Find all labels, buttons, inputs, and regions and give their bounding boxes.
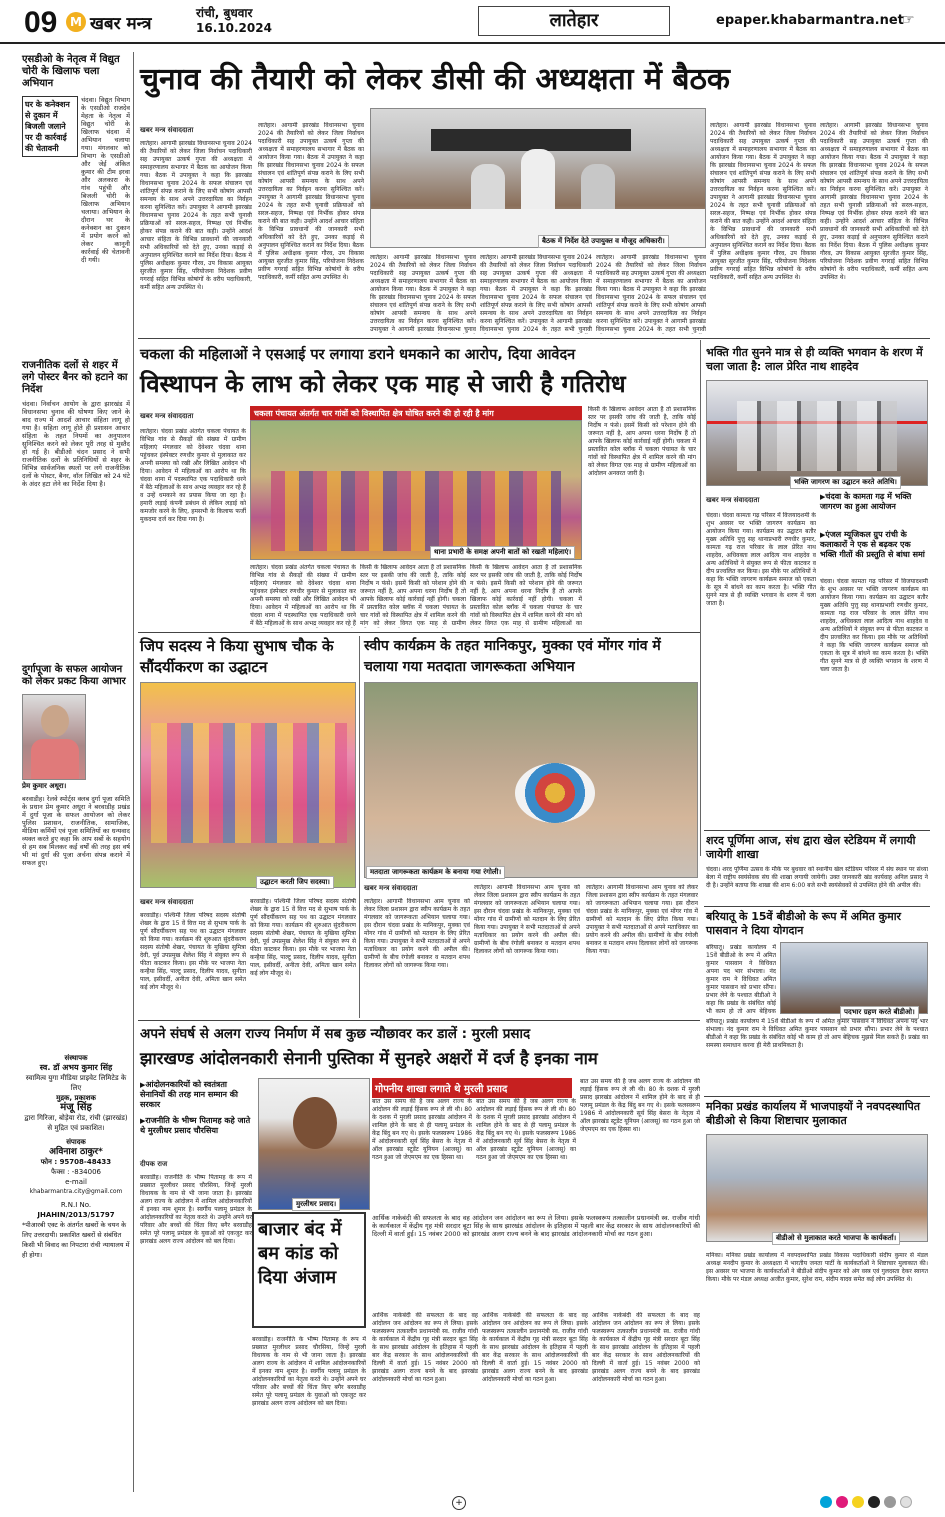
jip-photo bbox=[140, 682, 356, 888]
lead-photo bbox=[370, 108, 706, 248]
story2-byline: खबर मन्त्र संवाददाता bbox=[140, 412, 194, 420]
lead-text-col6: लातेहार। आगामी झारखंड विधानसभा चुनाव 2024 की तैयारियों को लेकर जिला निर्वाचन पदाधिकारी सह उपायुक्त उत्कर्ष गुप्ता की अध्यक्षता में समाहरणालय सभागार में बैठक का आयोजन किया गया। बैठक में उपायुक्त ने कहा कि झारखंड विधानसभा चुनाव 2024 के सफल संचालन एवं शांतिपूर्ण संपन्न कराने के लिए सभी कोषांग आपसी समन्वय के साथ अपने उत्तरदायित्व का निर्वहन करना सुनिश्चित करें। उपायुक्त ने आगामी झारखंड विधानसभा चुनाव 2024 के तहत सभी चुनावी प्रक्रियाओं को सरल-सहज, निष्पक्ष एवं निर्भीक होकर संपन्न कराने की बात कही। उन्होंने आदर्श आचार संहिता के विभिन्न प्रावधानों की जानकारी सभी अधिकारियों को देते हुए, उनका कड़ाई से अनुपालन सुनिश्चित कराने का निर्देश दिया। बैठक में पुलिस अधीक्षक कुमार गौरव, उप विकास आयुक्त सुरजीत कुमार सिंह, परियोजना निदेशक प्रवीण गगराई सहित विभिन्न कोषांगों के वरीय पदाधिकारी, कर्मी सहित अन्य उपस्थित थे। bbox=[710, 122, 816, 281]
story2-photo-caption: थाना प्रभारी के समक्ष अपनी बातों को रखती महिलाएं। bbox=[430, 546, 575, 559]
masthead bbox=[0, 0, 945, 44]
abhaar-text-col2: बरियातू। प्रखंड कार्यालय में 15वें बीडीओ के रूप में अमित कुमार पासवान ने विधिवत अपना पद भार संभाला। नंद कुमार राम ने विधिवत अमित कुमार पासवान को प्रभार सौंपा। प्रभार लेने के पश्चात बीडीओ ने कहा कि प्रखंड के संबंधित कोई भी काम हो तो आप बेहिचक मुझसे मिल सकते हैं। प्रखंड का समस्या समाधान करना ही मेरी प्राथमिकता है। bbox=[706, 1018, 928, 1049]
section-title: लातेहार bbox=[478, 6, 670, 36]
manika-photo bbox=[706, 1134, 928, 1242]
brand-logo-icon: M bbox=[66, 12, 86, 32]
lead-text-col2: लातेहार। आगामी झारखंड विधानसभा चुनाव 2024 की तैयारियों को लेकर जिला निर्वाचन पदाधिकारी सह उपायुक्त उत्कर्ष गुप्ता की अध्यक्षता में समाहरणालय सभागार में बैठक का आयोजन किया गया। बैठक में उपायुक्त ने कहा कि झारखंड विधानसभा चुनाव 2024 के सफल संचालन एवं शांतिपूर्ण संपन्न कराने के लिए सभी कोषांग आपसी समन्वय के साथ अपने उत्तरदायित्व का निर्वहन करना सुनिश्चित करें। उपायुक्त ने आगामी झारखंड विधानसभा चुनाव 2024 के तहत सभी चुनावी प्रक्रियाओं को सरल-सहज, निष्पक्ष एवं निर्भीक होकर संपन्न कराने की बात कही। उन्होंने आदर्श आचार संहिता के विभिन्न प्रावधानों की जानकारी सभी अधिकारियों को देते हुए, उनका कड़ाई से अनुपालन सुनिश्चित कराने का निर्देश दिया। बैठक में पुलिस अधीक्षक कुमार गौरव, उप विकास आयुक्त सुरजीत कुमार सिंह, परियोजना निदेशक प्रवीण गगराई सहित विभिन्न कोषांगों के वरीय पदाधिकारी, कर्मी सहित अन्य उपस्थित थे। bbox=[258, 122, 364, 281]
footer-color-dot bbox=[884, 1496, 896, 1508]
murli-text-col9: आर्थिक नाकेबंदी की सफलता के बाद वह आंदोलन जन आंदोलन का रूप ले लिया। इसके फलस्वरूप तत्कालीन प्रधानमंत्री स्व. राजीव गांधी के कार्यकाल में केंद्रीय गृह मंत्री सरदार बूटा सिंह के साथ झारखंड आंदोलन के इतिहास में पहली बार केंद्र सरकार के साथ आंदोलनकारियों की दिल्ली में वार्ता हुई। 15 नवंबर 2000 को झारखंड अलग राज्य बनने के बाद झारखंड आंदोलनकारी मोर्चा का गठन हुआ। bbox=[592, 1312, 700, 1383]
abhaar-text-col1: बरियातू। प्रखंड कार्यालय में 15वें बीडीओ के रूप में अमित कुमार पासवान ने विधिवत अपना पद भार संभाला। नंद कुमार राम ने विधिवत अमित कुमार पासवान को प्रभार सौंपा। प्रभार लेने के पश्चात बीडीओ ने कहा कि प्रखंड के संबंधित कोई भी काम हो तो आप बेहिचक bbox=[706, 944, 776, 1014]
sidebar-mid-text: चंदवा। निर्वाचन आयोग के द्वारा झारखंड में विधानसभा चुनाव की घोषणा किए जाने के बाद राज्य में आदर्श आचार संहिता लागू हो गया है। सहिता लागू होते ही प्रशासन आचार संहिता के तहत नियमों का अनुपालन सुनिश्चित करने को लेकर पूरी तरह से मुस्तैद हो गई है। बीडीओ चंदन प्रसाद ने सभी राजनीतिक दलों के प्रतिनिधियों से शहर के विभिन्न सार्वजनिक स्थलों पर लगे राजनीतिक दलों के पोस्टर, बैनर, वॉल लिखित को 24 घंटे के अंदर हटा लेने का निर्देश दिया है। bbox=[22, 400, 130, 488]
murli-text-col5: आर्थिक नाकेबंदी की सफलता के बाद वह आंदोलन जन आंदोलन का रूप ले लिया। इसके फलस्वरूप तत्कालीन प्रधानमंत्री स्व. राजीव गांधी के कार्यकाल में केंद्रीय गृह मंत्री सरदार बूटा सिंह के साथ झारखंड आंदोलन के इतिहास में पहली बार केंद्र सरकार के साथ आंदोलनकारियों की दिल्ली में वार्ता हुई। 15 नवंबर 2000 को झारखंड अलग राज्य बनने के बाद झारखंड आंदोलनकारी मोर्चा का गठन हुआ। bbox=[372, 1214, 700, 1238]
footer-center-mark: + bbox=[452, 1496, 466, 1510]
abhaar-photo bbox=[780, 942, 928, 1014]
khel-headline: शरद पूर्णिमा आज, संध द्वारा खेल स्टेडियम में लगायी जायेगी शाखा bbox=[706, 834, 916, 861]
bhakti-bullet-2: ▶ एंजल म्यूजिकल ग्रुप रांची के कलाकारों ने एक से बढ़कर एक भक्ति गीतों की प्रस्तुति से बांधा समां bbox=[820, 530, 928, 560]
murli-text-col3: बात उस समय की है जब अलग राज्य के आंदोलन की लड़ाई हिंसक रूप ले ली थी। 80 के दशक में मुरली प्रसाद झारखंड आंदोलन में शामिल होने के बाद से ही पलामू प्रमंडल के केंद्र बिंदु बन गए थे। इसके फलस्वरूप 1986 में आंदोलनकारी सूर्य सिंह बेसरा के नेतृत्व में ऑल झारखंड स्टूडेंट यूनियन (आजसू) का गठन हुआ जो जेएमएम का एक हिस्सा था। bbox=[476, 1098, 576, 1161]
murli-bullet-2: ▶ राजनीति के भीष्म पितामह कहे जाते थे मुरलीधर प्रसाद चौरसिया bbox=[140, 1116, 252, 1136]
sweep-headline: स्वीप कार्यक्रम के तहत मानिकपुर, मुक्का एवं मोंगर गांव में चलाया गया मतदाता जागरूकता अभियान bbox=[364, 638, 661, 675]
sidebar-top-subhead: घर के कनेक्शन से दुकान में बिजली जलाने पर दी कार्रवाई की चेतावनी bbox=[25, 100, 70, 153]
imprint-phone: फोन : 95708-48433 bbox=[40, 1158, 112, 1166]
manika-headline: मनिका प्रखंड कार्यालय में भाजपाइयों ने नवपदस्थापित बीडीओ से किया शिष्टाचार मुलाकात bbox=[706, 1100, 921, 1127]
sidebar-photo-caption: प्रेम कुमार अधूरा। bbox=[22, 782, 67, 790]
story2-text-col2: लातेहार। चंदवा प्रखंड अंतर्गत चकला पंचायत के विभिन्न गांव से सैकड़ों की संख्या में ग्रामीण महिलाएं मंगलवार को देवेश्वर चंदवा थाना पहुंचकर इंस्पेक्टर रणधीर कुमार से मुलाकात कर अपनी समस्या को रखी और लिखित आवेदन भी दिया। आवेदन में महिलाओं का आरोप था कि चंदवा थाना में पदस्थापित एक पदाधिकारी धरने में बैठे महिलाओं के साथ अभद्र व्यवहार कर रहे हैं bbox=[250, 564, 356, 627]
jip-text-col1: बरवाडीह। पश्चिमी जिला परिषद सदस्य संतोषी शेखर के द्वारा 15 वें वित्त मद से सुभाष पार्क के पूर्ण सौंदर्यीकरण सह पथ का उद्घाटन मंगलवार को किया गया। कार्यक्रम की शुरुआत सुंदरीकरण सदस्य संतोषी शेखर, पंचायत के मुखिया सुमित्रा देवी, पूर्व उपप्रमुख शैलेश सिंह ने संयुक्त रूप से फीता काटकर किया। इस मौके पर भाजपा नेता कन्हैया सिंह, पाल्टू प्रसाद, दिलीप यादव, सुनीता पाल, इसीवर्दी, अनीता देवी, अमिता खान समेत कई लोग मौजूद थे। bbox=[140, 912, 246, 991]
murli-byline: दीपक राज bbox=[140, 1160, 168, 1168]
footer-color-dot bbox=[820, 1496, 832, 1508]
footer-color-dot bbox=[900, 1496, 912, 1508]
lead-photo-caption: बैठक में निर्देश देते उपायुक्त व मौजूद अधिकारी। bbox=[538, 235, 669, 248]
imprint-rni-no: JHAHIN/2013/51797 bbox=[37, 1211, 115, 1219]
sidebar-low-text: बरवाडीह। रेलवे स्पोर्ट्स क्लब दुर्गा पूजा समिति के प्रधान प्रेम कुमार अधूरा ने बरवाडीह प्रखंड में दुर्गा पूजा के सफल आयोजन को लेकर पुलिस प्रशासन, राजनीतिक, सामाजिक, मीडिया कर्मियों एवं पूजा समितियों का धन्यवाद व्यक्त करते हुए कहा कि आप सबों के सहयोग से हम सब मिलकर कई वर्षों की तरह इस वर्ष भी मां दुर्गा की पूजा अर्चना संपन्न कराने में सफल हुए। bbox=[22, 795, 130, 867]
divider bbox=[138, 1020, 700, 1021]
imprint-title: संस्थापक bbox=[64, 1054, 88, 1062]
bhakti-text-col2: चंदवा। चंदवा कामता गढ़ परिसर में विजयादशमी के शुभ अवसर पर भक्ति जागरण कार्यक्रम का आयोजन किया गया। कार्यक्रम का उद्घाटन बतौर मुख्य अतिथि पुत्तु सह थानाप्रभारी रणधीर कुमार, कामता गढ़ राज परिवार के लाल प्रेरित नाथ शाहदेव, अधिवक्ता लाल आदित्य नाथ शाहदेव व अन्य अतिथियों ने संयुक्त रूप से फीता काटकर व दीप प्रज्वलित कर किया। इस मौके पर अतिथियों ने कहा कि भक्ति जागरण कार्यक्रम समाज को एकता के सूत्र में बांधने का काम करता है। भक्ति गीत सुनने मात्र से ही व्यक्ति भगवान के शरण में चला जाता है। bbox=[820, 578, 928, 673]
murli-text-col1: बरवाडीह। राजनीति के भीष्म पितामह के रूप में प्रख्यात मुरलीधर प्रसाद चौरसिया, जिन्हें मुरली विधायक के नाम से भी जाना जाता है। झारखंड अलग राज्य के आंदोलन में शामिल आंदोलनकारियों में इनका नाम शुमार है। स्वर्गीय पलामू प्रमंडल के आंदोलनकारियों का नेतृत्व करते थे। उन्होंने अपने घर परिवार और बच्चों की चिंता किए बगैर बरवाडीह समेत पूरे पलामू प्रमंडल के युवाओं को एकजुट कर झारखंड अलग राज्य आंदोलन को बल दिया। bbox=[140, 1174, 252, 1245]
story2-text-col1: लातेहार। चंदवा प्रखंड अंतर्गत चकला पंचायत के विभिन्न गांव से सैकड़ों की संख्या में ग्रामीण महिलाएं मंगलवार को देवेश्वर चंदवा थाना पहुंचकर इंस्पेक्टर रणधीर कुमार से मुलाकात कर अपनी समस्या को रखी और लिखित आवेदन भी दिया। आवेदन में महिलाओं का आरोप था कि चंदवा थाना में पदस्थापित एक पदाधिकारी धरने में बैठे महिलाओं के साथ अभद्र व्यवहार कर रहे हैं व उन्हें धमकाने का प्रयास किया जा रहा है। हमारी लड़ाई कंपनी प्रबंधन से लेकिन लड़ाई को कमजोर करने के लिए, हमसभी के किलाफ फर्जी मुकदमा दर्ज कर दिया गया है। bbox=[140, 428, 246, 523]
imprint-founder: स्व. डॉ अभय कुमार सिंह bbox=[39, 1063, 113, 1072]
story2-text-col5: किसी के खिलाफ आवेदन आता है तो प्रशासनिक स्तर पर इसकी जांच की जाती है, ताकि कोई निर्दोष न फंसे। इसमें किसी को परेशान होने की जरूरत नहीं है, आप अपना धरना निर्दोष हैं तो आपके खिलाफ कोई कार्रवाई नहीं होगी। चकला में प्रस्तावित कोल ब्लॉक में चकला पंचायत के चार गांवों को विस्थापित क्षेत्र में शामिल करने की मांग को लेकर विगत एक माह से ग्रामीण महिलाओं का आंदोलन अनवरत जारी है। bbox=[588, 406, 696, 477]
sweep-byline: खबर मन्त्र संवाददाता bbox=[364, 884, 418, 892]
footer-color-bar bbox=[820, 1496, 930, 1510]
sidebar-mid-headline: राजनीतिक दलों से शहर में लगे पोस्टर बैनर को हटाने का निर्देश bbox=[22, 360, 128, 395]
bhakti-bullet-1: ▶ चंदवा के कामता गढ़ में भक्ति जागरण का हुआ आयोजन bbox=[820, 492, 928, 512]
sweep-text-col2: लातेहार। आगामी विधानसभा आम चुनाव को लेकर जिला प्रशासन द्वारा स्वीप कार्यक्रम के तहत मंगलवार को जागरूकता अभियान चलाया गया। इस दौरान चंदवा प्रखंड के मानिकपुर, मुक्का एवं मोंगर गांव में ग्रामीणों को मतदान के लिए प्रेरित किया गया। उपायुक्त ने सभी मतदाताओं से अपने मताधिकार का प्रयोग करने की अपील की। ग्रामीणों के बीच रंगोली बनाकर व मतदान शपथ दिलाकर लोगों को जागरूक किया गया। bbox=[474, 884, 580, 955]
jip-divider bbox=[359, 636, 360, 1018]
sidebar-low-headline: दुर्गापूजा के सफल आयोजन को लेकर प्रकट किया आभार bbox=[22, 664, 126, 687]
dateline bbox=[196, 6, 272, 36]
imprint-note: *पीआरबी एक्ट के अंतर्गत खबरों के चयन के लिए उत्तरदायी। प्रकाशित खबरों से संबंधित किसी भी विवाद का निपटारा रांची न्यायालय में ही होगा। bbox=[22, 1221, 130, 1259]
imprint-owner: स्वामित्व युगा मीडिया प्राइवेट लिमिटेड के लिए bbox=[25, 1074, 127, 1092]
story2-headline: विस्थापन के लाभ को लेकर एक माह से जारी है गतिरोध bbox=[140, 370, 626, 398]
footer-color-dot bbox=[836, 1496, 848, 1508]
sidebar-top-subhead-box bbox=[22, 96, 78, 157]
sidebar-divider bbox=[133, 52, 134, 1492]
imprint-email[interactable]: khabarmantra.city@gmail.com bbox=[29, 1188, 123, 1195]
manika-text: मनिका। मनिका प्रखंड कार्यालय में नवपदस्थापित प्रखंड विकास पदाधिकारी संदीप कुमार से मंडल अध्यक्ष मनदीप कुमार के अध्यक्षता में भारतीय जनता पार्टी के कार्यकर्ताओं ने शिष्टाचार मुलाकात की। इस अवसर पर भाजपा के कार्यकर्ताओं ने बीडीओ संदीप कुमार को अंग वस्त्र एवं गुलदस्ता देकर स्वागत किया। मौके पर मंडल अध्यक्ष अजीत कुमार, सुरेश राम, संदीप यादव समेत कई लोग उपस्थित थे। bbox=[706, 1252, 928, 1283]
story2-photo bbox=[250, 420, 582, 560]
divider bbox=[704, 1096, 930, 1097]
sweep-photo bbox=[364, 682, 698, 878]
jip-photo-caption: उद्घाटन करती जिप सदस्या। bbox=[256, 876, 334, 889]
story2-text-col3: किसी के खिलाफ आवेदन आता है तो प्रशासनिक स्तर पर इसकी जांच की जाती है, ताकि कोई निर्दोष न फंसे। इसमें किसी को परेशान होने की जरूरत नहीं है, आप अपना धरना निर्दोष हैं तो आपके खिलाफ कोई कार्रवाई नहीं होगी। चकला में प्रस्तावित कोल ब्लॉक में चकला पंचायत के चार गांवों को विस्थापित क्षेत्र में शामिल करने की मांग को लेकर विगत एक माह से ग्रामीण bbox=[360, 564, 466, 627]
footer-color-dot bbox=[868, 1496, 880, 1508]
sweep-photo-caption: मतदाता जागरूकता कार्यक्रम के बनाया गया रंगोली। bbox=[366, 866, 505, 879]
bhakti-text-col1: चंदवा। चंदवा कामता गढ़ परिसर में विजयादशमी के शुभ अवसर पर भक्ति जागरण कार्यक्रम का आयोजन किया गया। कार्यक्रम का उद्घाटन बतौर मुख्य अतिथि पुत्तु सह थानाप्रभारी रणधीर कुमार, कामता गढ़ राज परिवार के लाल प्रेरित नाथ शाहदेव, अधिवक्ता लाल आदित्य नाथ शाहदेव व अन्य अतिथियों ने संयुक्त रूप से फीता काटकर व दीप प्रज्वलित कर किया। इस मौके पर अतिथियों ने कहा कि भक्ति जागरण कार्यक्रम समाज को एकता के सूत्र में बांधने का काम करता है। भक्ति गीत सुनने मात्र से ही व्यक्ति भगवान के शरण में चला जाता है। bbox=[706, 512, 816, 607]
bhakti-headline: भक्ति गीत सुनने मात्र से ही व्यक्ति भगवान के शरण में चला जाता है: लाल प्रेरित नाथ शाहदेव bbox=[706, 346, 923, 373]
imprint-address: द्वारा गिरिजा, बोड़ेया रोड, रांची (झारखंड) से मुद्रित एवं प्रकाशित। bbox=[24, 1114, 128, 1132]
divider bbox=[138, 338, 930, 339]
imprint-publisher: मंजू सिंह bbox=[60, 1102, 92, 1113]
right-divider bbox=[700, 340, 701, 856]
brand-name: खबर मन्त्र bbox=[90, 14, 152, 34]
murli-bullet-1: ▶ आंदोलनकारियों को स्वतंत्रता सेनानियों की तरह मान सम्मान की सरकार bbox=[140, 1080, 252, 1110]
city-day: रांची, बुधवार bbox=[196, 6, 253, 20]
bazar-headline: बाजार बंद में बम कांड को दिया अंजाम bbox=[258, 1219, 342, 1288]
murli-photo-caption: मुरलीधर प्रसाद। bbox=[292, 1198, 340, 1211]
imprint-role: मुद्रक, प्रकाशक bbox=[56, 1094, 96, 1102]
murli-bullets bbox=[140, 1080, 252, 1136]
imprint-email-label: e-mail bbox=[65, 1178, 87, 1186]
murli-kicker: अपने संघर्ष से अलग राज्य निर्माण में सब कुछ न्यौछावर कर डालें : मुरली प्रसाद bbox=[140, 1026, 531, 1042]
lead-headline: चुनाव की तैयारी को लेकर डीसी की अध्यक्षता में बैठक bbox=[140, 62, 730, 97]
bhakti-byline: खबर मन्त्र संवाददाता bbox=[706, 496, 760, 504]
jip-headline: जिप सदस्य ने किया सुभाष चौक के सौंदर्यीकरण का उद्घाटन bbox=[140, 637, 334, 676]
murli-text-col2: बात उस समय की है जब अलग राज्य के आंदोलन की लड़ाई हिंसक रूप ले ली थी। 80 के दशक में मुरली प्रसाद झारखंड आंदोलन में शामिल होने के बाद से ही पलामू प्रमंडल के केंद्र बिंदु बन गए थे। इसके फलस्वरूप 1986 में आंदोलनकारी सूर्य सिंह बेसरा के नेतृत्व में ऑल झारखंड स्टूडेंट यूनियन (आजसू) का गठन हुआ जो जेएमएम का एक हिस्सा था। bbox=[372, 1098, 472, 1161]
bazar-box bbox=[252, 1212, 366, 1328]
imprint-editor: अविनाश ठाकुर* bbox=[49, 1147, 103, 1157]
story2-kicker: चकला की महिलाओं ने एसआई पर लगाया डराने धमकाने का आरोप, दिया आवेदन bbox=[140, 347, 576, 363]
page-number: 09 bbox=[24, 6, 58, 39]
murli-headline: झारखण्ड आंदोलनकारी सेनानी पुस्तिका में सुनहरे अक्षरों में दर्ज है इनका नाम bbox=[140, 1049, 598, 1068]
bhakti-photo-caption: भक्ति जागरण का उद्घाटन करते अतिथि। bbox=[790, 476, 901, 489]
khel-text: चंदवा। शरद पूर्णिमा उत्सव के मौके पर बुधवार को स्थानीय खेल स्टेडियम परिसर में संघ स्थान पर संध्या बेला में राष्ट्रीय स्वयंसेवक संघ की शाखा लगायी जायेगी। उक्त जानकारी खंड कार्यवाह अनिल प्रसाद ने दी है। उन्होंने बताया कि शाखा की शाम 6:00 बजे सभी स्वयंसेवकों से उपस्थित होने की अपील की। bbox=[706, 866, 928, 889]
bhakti-photo bbox=[706, 380, 928, 486]
sidebar-top-headline: एसडीओ के नेतृत्व में विद्युत चोरी के खिलाफ चला अभियान bbox=[22, 54, 120, 89]
sweep-text-col1: लातेहार। आगामी विधानसभा आम चुनाव को लेकर जिला प्रशासन द्वारा स्वीप कार्यक्रम के तहत मंगलवार को जागरूकता अभियान चलाया गया। इस दौरान चंदवा प्रखंड के मानिकपुर, मुक्का एवं मोंगर गांव में ग्रामीणों को मतदान के लिए प्रेरित किया गया। उपायुक्त ने सभी मतदाताओं से अपने मताधिकार का प्रयोग करने की अपील की। ग्रामीणों के बीच रंगोली बनाकर व मतदान शपथ दिलाकर लोगों को जागरूक किया गया। bbox=[364, 898, 470, 969]
lead-text-col4: लातेहार। आगामी झारखंड विधानसभा चुनाव 2024 की तैयारियों को लेकर जिला निर्वाचन पदाधिकारी सह उपायुक्त उत्कर्ष गुप्ता की अध्यक्षता में समाहरणालय सभागार में बैठक का आयोजन किया गया। बैठक में उपायुक्त ने कहा कि झारखंड विधानसभा चुनाव 2024 के सफल संचालन एवं शांतिपूर्ण संपन्न कराने के लिए सभी कोषांग आपसी समन्वय के साथ अपने उत्तरदायित्व का निर्वहन करना सुनिश्चित करें। उपायुक्त ने आगामी झारखंड विधानसभा चुनाव 2024 के तहत सभी चुनावी bbox=[480, 254, 592, 333]
lead-byline: खबर मन्त्र संवाददाता bbox=[140, 126, 194, 134]
jip-text-col2: बरवाडीह। पश्चिमी जिला परिषद सदस्य संतोषी शेखर के द्वारा 15 वें वित्त मद से सुभाष पार्क के पूर्ण सौंदर्यीकरण सह पथ का उद्घाटन मंगलवार को किया गया। कार्यक्रम की शुरुआत सुंदरीकरण सदस्य संतोषी शेखर, पंचायत के मुखिया सुमित्रा देवी, पूर्व उपप्रमुख शैलेश सिंह ने संयुक्त रूप से फीता काटकर किया। इस मौके पर भाजपा नेता कन्हैया सिंह, पाल्टू प्रसाद, दिलीप यादव, सुनीता पाल, इसीवर्दी, अनीता देवी, अमिता खान समेत कई लोग मौजूद थे। bbox=[250, 898, 356, 977]
divider bbox=[138, 632, 700, 633]
story2-text-col4: किसी के खिलाफ आवेदन आता है तो प्रशासनिक स्तर पर इसकी जांच की जाती है, ताकि कोई निर्दोष न फंसे। इसमें किसी को परेशान होने की जरूरत नहीं है, आप अपना धरना निर्दोष हैं तो आपके खिलाफ कोई कार्रवाई नहीं होगी। चकला में प्रस्तावित कोल ब्लॉक में चकला पंचायत के चार गांवों को विस्थापित क्षेत्र में शामिल करने की मांग को लेकर विगत एक माह से ग्रामीण महिलाओं का bbox=[470, 564, 582, 627]
imprint-editor-title: संपादक bbox=[66, 1138, 86, 1146]
sidebar bbox=[22, 54, 130, 1494]
sweep-text-col3: लातेहार। आगामी विधानसभा आम चुनाव को लेकर जिला प्रशासन द्वारा स्वीप कार्यक्रम के तहत मंगलवार को जागरूकता अभियान चलाया गया। इस दौरान चंदवा प्रखंड के मानिकपुर, मुक्का एवं मोंगर गांव में ग्रामीणों को मतदान के लिए प्रेरित किया गया। उपायुक्त ने सभी मतदाताओं से अपने मताधिकार का प्रयोग करने की अपील की। ग्रामीणों के बीच रंगोली बनाकर व मतदान शपथ दिलाकर लोगों को जागरूक किया गया। bbox=[586, 884, 698, 955]
murli-text-col4: बात उस समय की है जब अलग राज्य के आंदोलन की लड़ाई हिंसक रूप ले ली थी। 80 के दशक में मुरली प्रसाद झारखंड आंदोलन में शामिल होने के बाद से ही पलामू प्रमंडल के केंद्र बिंदु बन गए थे। इसके फलस्वरूप 1986 में आंदोलनकारी सूर्य सिंह बेसरा के नेतृत्व में ऑल झारखंड स्टूडेंट यूनियन (आजसू) का गठन हुआ जो जेएमएम का एक हिस्सा था। bbox=[580, 1078, 700, 1133]
lead-text-col3: लातेहार। आगामी झारखंड विधानसभा चुनाव 2024 की तैयारियों को लेकर जिला निर्वाचन पदाधिकारी सह उपायुक्त उत्कर्ष गुप्ता की अध्यक्षता में समाहरणालय सभागार में बैठक का आयोजन किया गया। बैठक में उपायुक्त ने कहा कि झारखंड विधानसभा चुनाव 2024 के सफल संचालन एवं शांतिपूर्ण संपन्न कराने के लिए सभी कोषांग आपसी समन्वय के साथ अपने उत्तरदायित्व का निर्वहन करना सुनिश्चित करें। उपायुक्त ने आगामी झारखंड विधानसभा चुनाव bbox=[370, 254, 476, 333]
pointer-icon: ☞ bbox=[902, 12, 915, 28]
murli-text-col7: आर्थिक नाकेबंदी की सफलता के बाद वह आंदोलन जन आंदोलन का रूप ले लिया। इसके फलस्वरूप तत्कालीन प्रधानमंत्री स्व. राजीव गांधी के कार्यकाल में केंद्रीय गृह मंत्री सरदार बूटा सिंह के साथ झारखंड आंदोलन के इतिहास में पहली बार केंद्र सरकार के साथ आंदोलनकारियों की दिल्ली में वार्ता हुई। 15 नवंबर 2000 को झारखंड अलग राज्य बनने के बाद झारखंड आंदोलनकारी मोर्चा का गठन हुआ। bbox=[372, 1312, 478, 1383]
lead-text-col5: लातेहार। आगामी झारखंड विधानसभा चुनाव 2024 की तैयारियों को लेकर जिला निर्वाचन पदाधिकारी सह उपायुक्त उत्कर्ष गुप्ता की अध्यक्षता में समाहरणालय सभागार में बैठक का आयोजन किया गया। बैठक में उपायुक्त ने कहा कि झारखंड विधानसभा चुनाव 2024 के सफल संचालन एवं शांतिपूर्ण संपन्न कराने के लिए सभी कोषांग आपसी समन्वय के साथ अपने उत्तरदायित्व का निर्वहन करना सुनिश्चित करें। उपायुक्त ने आगामी झारखंड विधानसभा चुनाव 2024 के तहत सभी चुनावी bbox=[596, 254, 706, 333]
murli-photo bbox=[258, 1078, 370, 1210]
murli-subhead: गोपनीय शाखा लगाते थे मुरली प्रसाद bbox=[372, 1078, 572, 1098]
sidebar-photo bbox=[22, 694, 86, 780]
imprint-rni: R.N.I No. bbox=[60, 1201, 92, 1209]
manika-photo-caption: बीडीओ से मुलाकात करते भाजपा के कार्यकर्ता। bbox=[772, 1232, 900, 1245]
sidebar-top-text: चंदवा। विद्युत विभाग के एसडीओ राजदेव मेहता के नेतृत्व में विद्युत चोरी के खिलाफ चंदवा में अभियान चलाया गया। मंगलवार को विभाग के एसडीओ और जेई अंकित कुमार की टीम इरवा और अलकारा के गांव पहुंची और बिजली चोरी के खिलाफ अभियान चलाया। अभियान के दौरान घर के कनेक्शन का दुकान में प्रयोग करने को लेकर कानूनी कार्रवाई की चेतावनी दी गयी। bbox=[81, 96, 130, 264]
murli-text-col6: बरवाडीह। राजनीति के भीष्म पितामह के रूप में प्रख्यात मुरलीधर प्रसाद चौरसिया, जिन्हें मुरली विधायक के नाम से भी जाना जाता है। झारखंड अलग राज्य के आंदोलन में शामिल आंदोलनकारियों में इनका नाम शुमार है। स्वर्गीय पलामू प्रमंडल के आंदोलनकारियों का नेतृत्व करते थे। उन्होंने अपने घर परिवार और बच्चों की चिंता किए बगैर बरवाडीह समेत पूरे पलामू प्रमंडल के युवाओं को एकजुट कर झारखंड अलग राज्य आंदोलन को बल दिया। bbox=[252, 1336, 366, 1407]
divider bbox=[704, 830, 930, 831]
abhaar-photo-caption: पदभार ग्रहण करते बीडीओ। bbox=[840, 1006, 919, 1019]
imprint bbox=[22, 1053, 130, 1260]
jip-byline: खबर मन्त्र संवाददाता bbox=[140, 898, 194, 906]
footer-color-dot bbox=[852, 1496, 864, 1508]
lead-text-col1: लातेहार। आगामी झारखंड विधानसभा चुनाव 2024 की तैयारियों को लेकर जिला निर्वाचन पदाधिकारी सह उपायुक्त उत्कर्ष गुप्ता की अध्यक्षता में समाहरणालय सभागार में बैठक का आयोजन किया गया। बैठक में उपायुक्त ने कहा कि झारखंड विधानसभा चुनाव 2024 के सफल संचालन एवं शांतिपूर्ण संपन्न कराने के लिए सभी कोषांग आपसी समन्वय के साथ अपने उत्तरदायित्व का निर्वहन करना सुनिश्चित करें। उपायुक्त ने आगामी झारखंड विधानसभा चुनाव 2024 के तहत सभी चुनावी प्रक्रियाओं को सरल-सहज, निष्पक्ष एवं निर्भीक होकर संपन्न कराने की बात कही। उन्होंने आदर्श आचार संहिता के विभिन्न प्रावधानों की जानकारी सभी अधिकारियों को देते हुए, उनका कड़ाई से अनुपालन सुनिश्चित कराने का निर्देश दिया। बैठक में पुलिस अधीक्षक कुमार गौरव, उप विकास आयुक्त सुरजीत कुमार सिंह, परियोजना निदेशक प्रवीण गगराई सहित विभिन्न कोषांगों के वरीय पदाधिकारी, कर्मी सहित अन्य उपस्थित थे। bbox=[140, 140, 252, 291]
story2-red-bar: चकला पंचायत अंतर्गत चार गांवों को विस्थापित क्षेत्र घोषित करने की हो रही है मांग bbox=[250, 406, 582, 421]
abhaar-headline: बरियातू के 15वें बीडीओ के रूप में अमित कुमार पासवान ने दिया योगदान bbox=[706, 910, 902, 937]
divider bbox=[704, 906, 930, 907]
issue-date: 16.10.2024 bbox=[196, 21, 272, 35]
lead-text-col7: लातेहार। आगामी झारखंड विधानसभा चुनाव 2024 की तैयारियों को लेकर जिला निर्वाचन पदाधिकारी सह उपायुक्त उत्कर्ष गुप्ता की अध्यक्षता में समाहरणालय सभागार में बैठक का आयोजन किया गया। बैठक में उपायुक्त ने कहा कि झारखंड विधानसभा चुनाव 2024 के सफल संचालन एवं शांतिपूर्ण संपन्न कराने के लिए सभी कोषांग आपसी समन्वय के साथ अपने उत्तरदायित्व का निर्वहन करना सुनिश्चित करें। उपायुक्त ने आगामी झारखंड विधानसभा चुनाव 2024 के तहत सभी चुनावी प्रक्रियाओं को सरल-सहज, निष्पक्ष एवं निर्भीक होकर संपन्न कराने की बात कही। उन्होंने आदर्श आचार संहिता के विभिन्न प्रावधानों की जानकारी सभी अधिकारियों को देते हुए, उनका कड़ाई से अनुपालन सुनिश्चित कराने का निर्देश दिया। बैठक में पुलिस अधीक्षक कुमार गौरव, उप विकास आयुक्त सुरजीत कुमार सिंह, परियोजना निदेशक प्रवीण गगराई सहित विभिन्न कोषांगों के वरीय पदाधिकारी, कर्मी सहित अन्य उपस्थित थे। bbox=[820, 122, 928, 281]
imprint-fax: फैक्स : -834006 bbox=[51, 1168, 101, 1176]
epaper-link[interactable]: epaper.khabarmantra.net bbox=[716, 13, 904, 28]
murli-text-col8: आर्थिक नाकेबंदी की सफलता के बाद वह आंदोलन जन आंदोलन का रूप ले लिया। इसके फलस्वरूप तत्कालीन प्रधानमंत्री स्व. राजीव गांधी के कार्यकाल में केंद्रीय गृह मंत्री सरदार बूटा सिंह के साथ झारखंड आंदोलन के इतिहास में पहली बार केंद्र सरकार के साथ आंदोलनकारियों की दिल्ली में वार्ता हुई। 15 नवंबर 2000 को झारखंड अलग राज्य बनने के बाद झारखंड आंदोलनकारी मोर्चा का गठन हुआ। bbox=[482, 1312, 588, 1383]
